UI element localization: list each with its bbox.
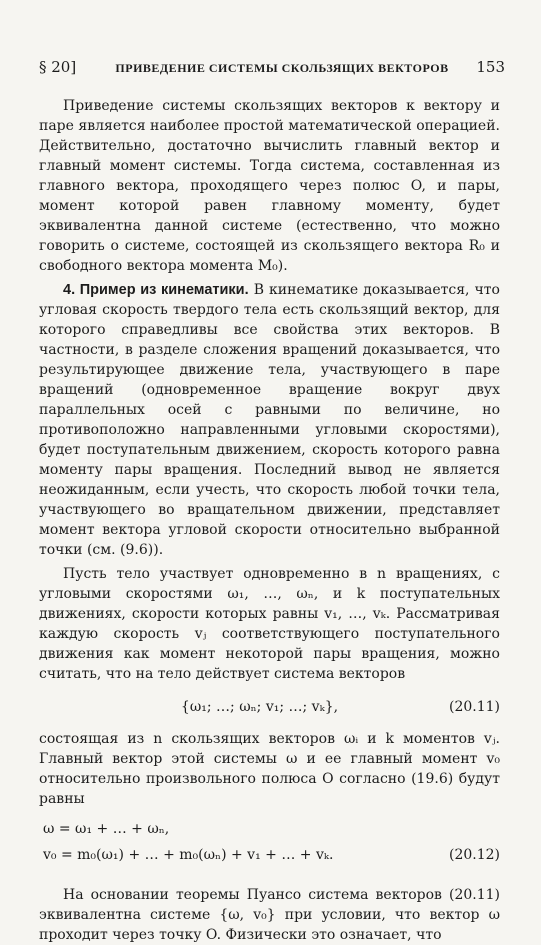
equation-20-12-line-2-body: v₀ = m₀(ω₁) + … + m₀(ωₙ) + v₁ + … + vₖ. [43,847,334,863]
equation-20-12-line-1 [43,819,500,845]
page-body [39,96,500,945]
running-title: ПРИВЕДЕНИЕ СИСТЕМЫ СКОЛЬЗЯЩИХ ВЕКТОРОВ [115,61,449,75]
page-number: 153 [476,58,505,76]
equation-20-11 [39,697,500,717]
paragraph-5: На основании теоремы Пуансо система векторов (20.11) эквивалентна системе {ω, v₀} при условии, что вектор ω проходит через точку O. Физически это означает, что [39,887,500,943]
paragraph-3: Пусть тело участвует одновременно в n вращениях, с угловыми скоростями ω₁, …, ωₙ, и k поступательных движениях, скорости которых равны v₁, …, vₖ. Рассматривая каждую скорость vⱼ соответствующего поступательного движения как момент некоторой пары вращения, можно считать, что на тело действует система векторов [39,566,500,682]
paragraph-1: Приведение системы скользящих векторов к вектору и паре является наиболее простой математической операцией. Действительно, достаточно вычислить главный вектор и главный момент системы. Тогда система, составленная из главного вектора, проходящего через полюс O, и пары, момент которой равен главному моменту, будет эквивалентна данной системе (естественно, что можно говорить о системе, состоящей из скользящего вектора R₀ и свободного вектора момента M₀). [39,98,500,274]
paragraph-4: состоящая из n скользящих векторов ωᵢ и k моментов vⱼ. Главный вектор этой системы ω и ее главный момент v₀ относительно произвольного полюса O согласно (19.6) будут равны [39,731,500,807]
equation-20-11-number: (20.11) [448,699,500,715]
equation-20-12 [43,819,500,871]
subsection-heading: 4. Пример из кинематики. [63,282,249,298]
running-header [39,58,505,76]
paragraph-2-text: В кинематике доказывается, что угловая скорость твердого тела есть скользящий вектор, для которого справедливы все свойства этих векторов. В частности, в разделе сложения вращений доказывается, что результирующее движение тела, участвующего в паре вращений (одновременное вращение вокруг двух параллельных осей с равными по величине, но противоположно направленными угловыми скоростями), будет поступательным движением, скорость которого равна моменту пары вращения. Последний вывод не является неожиданным, если учесть, что скорость любой точки тела, участвующего во вращательном движении, представляет момент вектора угловой скорости относительно выбранной точки (см. (9.6)). [39,282,500,558]
equation-20-12-line-1-body: ω = ω₁ + … + ωₙ, [43,821,170,837]
equation-20-12-number: (20.12) [448,847,500,863]
paragraph-2 [39,280,500,560]
equation-20-11-body: {ω₁; …; ωₙ; v₁; …; vₖ}, [180,699,339,715]
section-marker: § 20] [39,58,77,76]
equation-20-12-line-2 [43,845,500,871]
